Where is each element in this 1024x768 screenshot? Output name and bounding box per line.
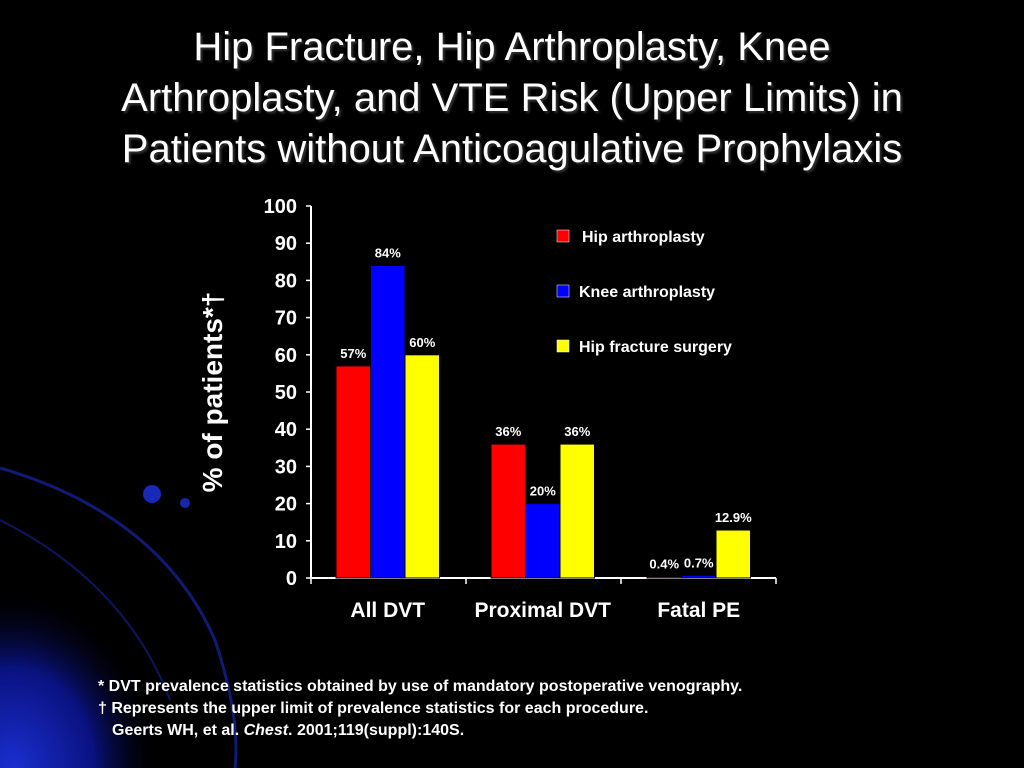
legend-label-knee-arthroplasty: Knee arthroplasty (579, 284, 716, 301)
y-tick-label: 0 (285, 568, 297, 590)
data-label: 20% (529, 483, 556, 499)
y-tick-label: 100 (263, 196, 297, 218)
y-tick-label: 50 (274, 382, 297, 404)
footnote-venography: * DVT prevalence statistics obtained by use of mandatory postoperative venography. (98, 678, 743, 695)
data-label: 57% (340, 345, 367, 361)
legend-swatch-knee-arthroplasty (557, 285, 569, 297)
chart-bars (336, 246, 752, 622)
legend-label-hip-fracture-surgery: Hip fracture surgery (579, 339, 732, 356)
citation (98, 720, 742, 742)
bar-knee-arthroplasty (371, 266, 406, 578)
bar-hip-arthroplasty (491, 444, 526, 578)
title-line: Hip Fracture, Hip Arthroplasty, Knee (193, 25, 831, 69)
y-axis-label-group (197, 292, 228, 493)
legend-label-hip-arthroplasty: Hip arthroplasty (582, 229, 705, 246)
bar-hip-fracture-surgery (716, 530, 751, 578)
title-line: Arthroplasty, and VTE Risk (Upper Limits) in (121, 76, 903, 120)
citation-rest: . 2001;119(suppl):140S. (288, 722, 465, 739)
data-label: 12.9% (714, 510, 752, 526)
legend-swatch-hip-arthroplasty (557, 230, 569, 242)
bar-hip-fracture-surgery (560, 444, 595, 578)
x-category-label: All DVT (350, 599, 426, 622)
bar-hip-arthroplasty (336, 366, 371, 578)
y-axis-label: % of patients*† (197, 291, 228, 493)
citation-authors: Geerts WH, et al. (112, 722, 244, 739)
citation-journal: Chest (243, 722, 289, 739)
bar-knee-arthroplasty (526, 504, 561, 578)
y-tick-label: 70 (274, 307, 297, 330)
x-category-label: Fatal PE (657, 599, 741, 622)
y-tick-label: 80 (274, 270, 297, 293)
data-label: 36% (564, 424, 591, 440)
chart-legend (557, 229, 732, 356)
title-line: Patients without Anticoagulative Prophylaxis (121, 127, 903, 171)
data-label: 0.4% (649, 556, 680, 572)
y-tick-label: 60 (274, 344, 297, 367)
y-tick-label: 90 (274, 233, 297, 256)
bar-hip-fracture-surgery (405, 355, 440, 578)
x-category-label: Proximal DVT (474, 599, 612, 622)
y-tick-label: 20 (274, 493, 297, 516)
legend-swatch-hip-fracture-surgery (557, 340, 569, 352)
data-label: 84% (374, 245, 401, 261)
y-tick-label: 30 (274, 456, 297, 479)
y-tick-label: 10 (274, 530, 297, 553)
bar-knee-arthroplasty (682, 575, 717, 578)
data-label: 60% (409, 334, 436, 350)
y-tick-label: 40 (274, 419, 297, 442)
bar-hip-arthroplasty (647, 577, 682, 578)
footnotes (98, 676, 742, 742)
footnote-upper-limit: † Represents the upper limit of prevalence statistics for each procedure. (98, 700, 649, 717)
data-label: 36% (495, 424, 522, 440)
data-label: 0.7% (683, 555, 714, 571)
